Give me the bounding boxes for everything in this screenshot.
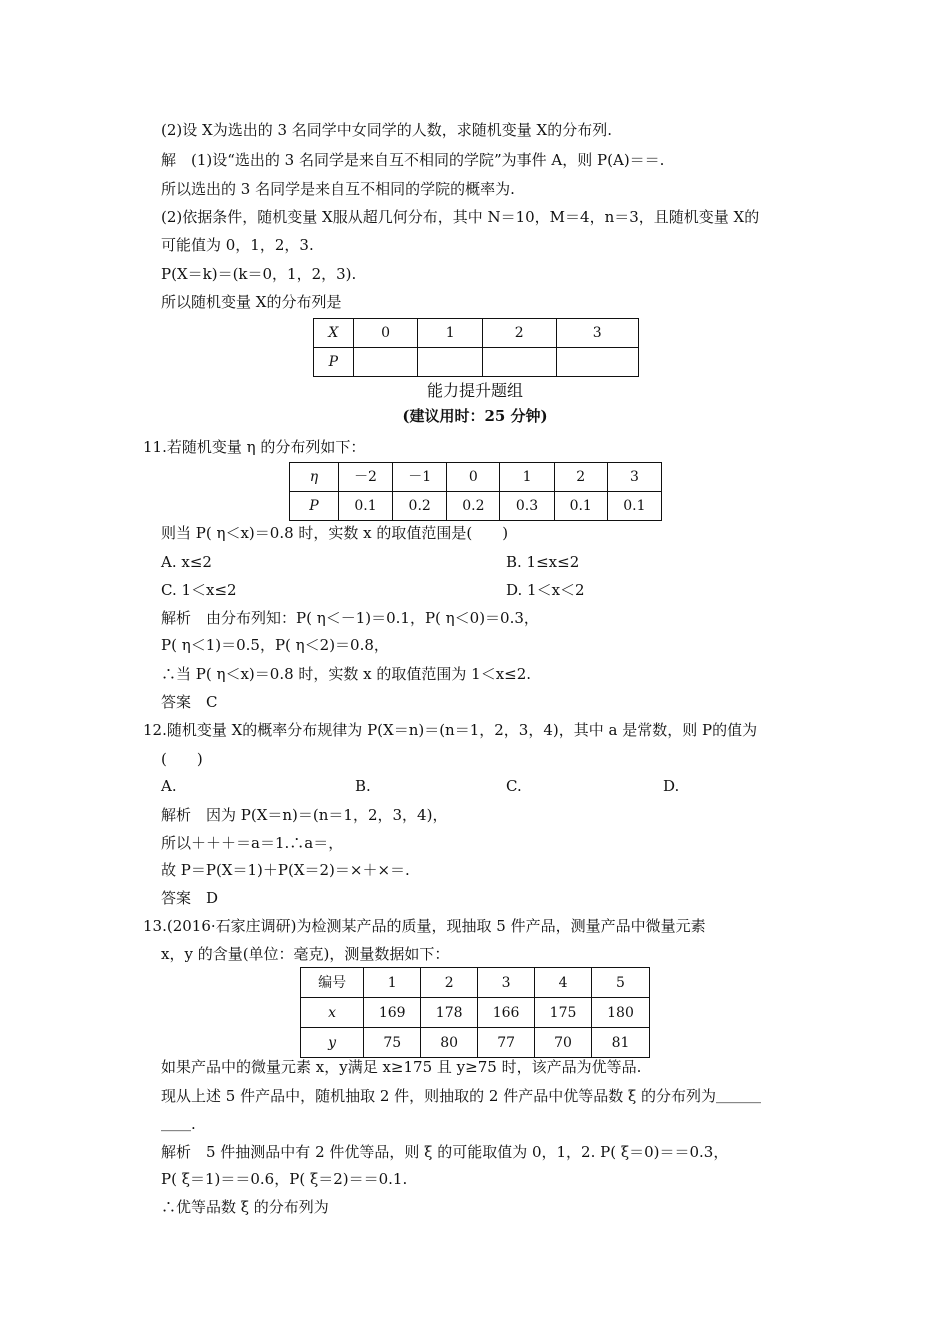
table-cell: 0 (353, 319, 418, 348)
table-cell: 2 (482, 319, 556, 348)
q12-stem: 12.随机变量 X的概率分布规律为 P(X＝n)＝(n＝1，2，3，4)，其中 a 是常数，则 P的值为 (143, 721, 758, 739)
q12-stem-bracket: ( ) (161, 750, 203, 768)
q10-part2: (2)设 X为选出的 3 名同学中女同学的人数，求随机变量 X的分布列. (161, 121, 612, 139)
table-cell: 1 (500, 463, 554, 492)
q10-solution-line: (2)依据条件，随机变量 X服从超几何分布，其中 N＝10，M＝4，n＝3，且随机变量 X的 (161, 208, 760, 226)
table-cell: －2 (338, 463, 392, 492)
q13-solution-line: 解析 5 件抽测品中有 2 件优等品，则 ξ 的可能取值为 0，1，2. P( ξ＝0)＝＝0.3， (161, 1143, 729, 1161)
table-cell: 编号 (301, 968, 364, 998)
table-cell: 0 (447, 463, 500, 492)
table-cell: 1 (364, 968, 421, 998)
table-cell: 0.2 (447, 492, 500, 521)
table-row (301, 998, 650, 1028)
q11-distribution-table (289, 462, 662, 521)
table-cell: 0.1 (338, 492, 392, 521)
table-cell: 175 (535, 998, 592, 1028)
table-cell: －1 (393, 463, 447, 492)
q10-solution-line: 所以随机变量 X的分布列是 (161, 293, 342, 311)
q10-solution-line: 解 (1)设“选出的 3 名同学是来自互不相同的学院”为事件 A，则 P(A)＝＝. (161, 151, 665, 169)
table-cell: 0.1 (554, 492, 607, 521)
q13-ask: 现从上述 5 件产品中，随机抽取 2 件，则抽取的 2 件产品中优等品数 ξ 的分布列为＿＿＿ (161, 1087, 762, 1105)
q12-solution-line: 解析 因为 P(X＝n)＝(n＝1，2，3，4)， (161, 806, 448, 824)
table-cell: 77 (478, 1028, 535, 1058)
table-cell: 3 (607, 463, 661, 492)
q10-solution-line: P(X＝k)＝(k＝0，1，2，3). (161, 265, 357, 283)
table-cell: 80 (421, 1028, 478, 1058)
q11-option-d: D. 1＜x＜2 (506, 581, 585, 599)
table-cell (418, 348, 483, 377)
table-cell: 180 (592, 998, 650, 1028)
table-cell: 2 (421, 968, 478, 998)
q11-solution-line: 解析 由分布列知：P( η＜－1)＝0.1，P( η＜0)＝0.3， (161, 609, 539, 627)
q13-solution-line: ∴优等品数 ξ 的分布列为 (161, 1198, 329, 1216)
table-cell: y (301, 1028, 364, 1058)
q13-stem: 13.(2016·石家庄调研)为检测某产品的质量，现抽取 5 件产品，测量产品中微量元素 (143, 917, 706, 935)
q13-stem: x，y 的含量(单位：毫克)，测量数据如下： (161, 945, 450, 963)
table-cell: 3 (556, 319, 639, 348)
q11-ask: 则当 P( η＜x)＝0.8 时，实数 x 的取值范围是( ) (161, 524, 509, 542)
q10-distribution-table (313, 318, 639, 377)
q12-option-c: C. (506, 777, 522, 795)
q12-solution-line: 所以＋＋＋＝a＝1.∴a＝， (161, 834, 344, 852)
q12-answer: 答案 D (161, 889, 219, 907)
table-cell: 178 (421, 998, 478, 1028)
table-cell (556, 348, 639, 377)
table-row (290, 492, 662, 521)
table-cell: 0.3 (500, 492, 554, 521)
table-cell: P (314, 348, 354, 377)
q12-option-b: B. (355, 777, 371, 795)
table-row (301, 968, 650, 998)
table-cell: 3 (478, 968, 535, 998)
table-cell: 5 (592, 968, 650, 998)
q13-ask-blank: ＿＿. (161, 1115, 196, 1133)
table-cell: 4 (535, 968, 592, 998)
table-row (314, 348, 639, 377)
table-cell: 70 (535, 1028, 592, 1058)
table-row (301, 1028, 650, 1058)
section-title: 能力提升题组 (426, 381, 523, 400)
q11-solution-line: ∴当 P( η＜x)＝0.8 时，实数 x 的取值范围为 1＜x≤2. (161, 665, 532, 683)
q11-solution-line: P( η＜1)＝0.5，P( η＜2)＝0.8， (161, 636, 389, 654)
table-cell (482, 348, 556, 377)
q11-option-b: B. 1≤x≤2 (506, 553, 580, 571)
table-cell: P (290, 492, 339, 521)
table-cell: 81 (592, 1028, 650, 1058)
q12-option-a: A. (161, 777, 177, 795)
q10-solution-line: 可能值为 0，1，2，3. (161, 236, 314, 254)
table-cell: η (290, 463, 339, 492)
q12-option-d: D. (663, 777, 680, 795)
q11-answer: 答案 C (161, 693, 218, 711)
q10-solution-line: 所以选出的 3 名同学是来自互不相同的学院的概率为. (161, 180, 515, 198)
table-cell: 166 (478, 998, 535, 1028)
q13-measurement-table (300, 967, 650, 1058)
q11-stem: 11.若随机变量 η 的分布列如下： (143, 438, 366, 456)
table-cell: 75 (364, 1028, 421, 1058)
table-cell: 1 (418, 319, 483, 348)
q12-solution-line: 故 P＝P(X＝1)＋P(X＝2)＝×＋×＝. (161, 861, 410, 879)
section-subtitle: (建议用时：25 分钟) (402, 407, 548, 425)
table-cell: 0.2 (393, 492, 447, 521)
table-row (290, 463, 662, 492)
table-cell: 2 (554, 463, 607, 492)
table-cell: X (314, 319, 354, 348)
q13-solution-line: P( ξ＝1)＝＝0.6，P( ξ＝2)＝＝0.1. (161, 1170, 408, 1188)
table-cell (353, 348, 418, 377)
table-cell: 169 (364, 998, 421, 1028)
q13-condition: 如果产品中的微量元素 x，y满足 x≥175 且 y≥75 时，该产品为优等品. (161, 1058, 642, 1076)
table-cell: 0.1 (607, 492, 661, 521)
q11-option-c: C. 1＜x≤2 (161, 581, 237, 599)
q11-option-a: A. x≤2 (161, 553, 212, 571)
table-row (314, 319, 639, 348)
table-cell: x (301, 998, 364, 1028)
